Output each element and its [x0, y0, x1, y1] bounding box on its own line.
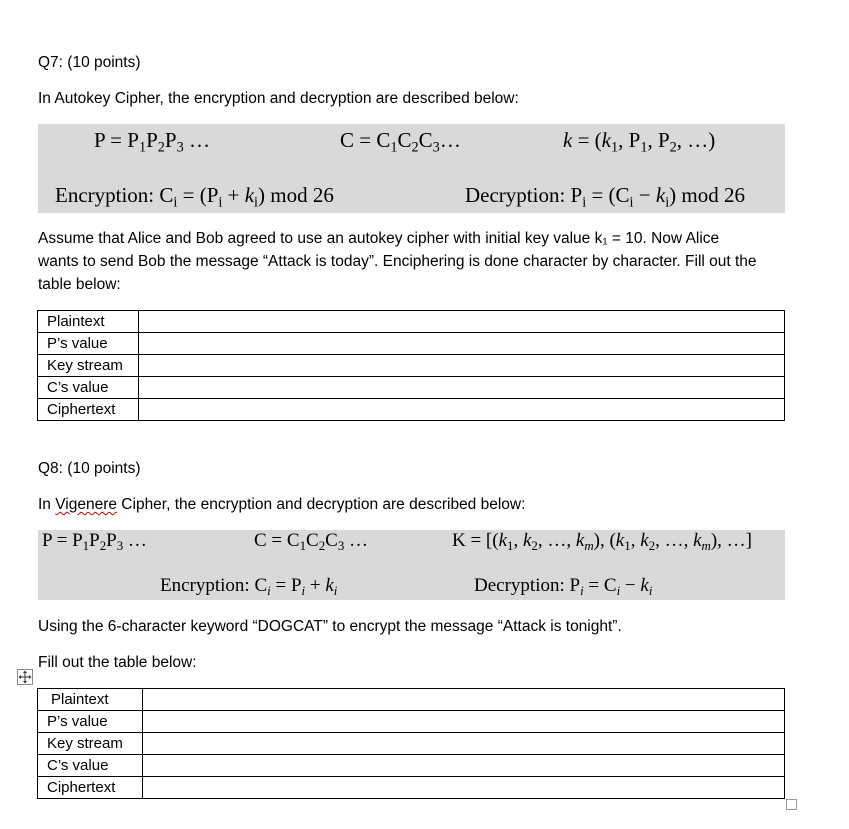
table-row [38, 711, 785, 733]
table-row [38, 755, 785, 777]
row-label: Key stream [38, 355, 139, 377]
table-row [38, 689, 785, 711]
table-row [38, 733, 785, 755]
q7-decryption-formula: Decryption: $P_i = (C_i - k_i)$ mod 26 [465, 183, 745, 211]
q8-decryption-formula: Decryption: $P_i = C_i - k_i$ [474, 575, 653, 598]
table-row [38, 399, 785, 421]
answer-cell[interactable] [143, 711, 785, 733]
row-label: Ciphertext [38, 399, 139, 421]
row-label: P’s value [38, 333, 139, 355]
row-label: Plaintext [38, 311, 139, 333]
q7-assume-line-2: wants to send Bob the message “Attack is today”. Enciphering is done character by character. Fill out the [38, 253, 757, 270]
answer-cell[interactable] [139, 311, 785, 333]
row-label: Key stream [38, 733, 143, 755]
q8-answer-table [37, 688, 785, 799]
q8-intro-prefix: In [38, 496, 56, 513]
q8-ciphertext-sequence: $C = C_1C_2C_3$ … [254, 530, 369, 553]
q7-encryption-formula: Encryption: $C_i = (P_i + k_i)$ mod 26 [55, 183, 334, 211]
answer-cell[interactable] [143, 755, 785, 777]
q8-plaintext-sequence: $P = P_1P_2P_3$ … [42, 530, 147, 553]
q7-heading: Q7: (10 points) [38, 54, 141, 71]
answer-cell[interactable] [139, 355, 785, 377]
q7-assume-line-3: table below: [38, 276, 121, 293]
q8-key-sequence: $K = [(k_1$, $k_2$, …, $k_m$), ($k_1$, $k_2$, …, $k_m$), …] [452, 530, 752, 553]
q8-intro-suffix: Cipher, the encryption and decryption are described below: [117, 496, 526, 513]
answer-cell[interactable] [143, 689, 785, 711]
q7-formula-panel [38, 124, 785, 213]
answer-cell[interactable] [139, 333, 785, 355]
move-arrows-icon[interactable] [17, 669, 33, 685]
answer-cell[interactable] [139, 399, 785, 421]
q7-assume-line-1: Assume that Alice and Bob agreed to use an autokey cipher with initial key value k₁ = 10. Now Alice [38, 230, 720, 247]
table-row [38, 355, 785, 377]
q8-intro [38, 494, 525, 517]
answer-cell[interactable] [143, 733, 785, 755]
q7-answer-table [37, 310, 785, 421]
row-label: Plaintext [38, 689, 143, 711]
q8-encryption-formula: Encryption: $C_i = P_i + k_i$ [160, 575, 338, 598]
row-label: C’s value [38, 377, 139, 399]
q8-fill-line: Fill out the table below: [38, 654, 197, 671]
q7-ciphertext-sequence: $C = C_1C_2C_3\dots$ [340, 128, 461, 156]
q7-intro: In Autokey Cipher, the encryption and decryption are described below: [38, 90, 519, 107]
move-arrows-glyph [18, 670, 32, 684]
table-row [38, 333, 785, 355]
answer-cell[interactable] [143, 777, 785, 799]
q7-plaintext-sequence: $P = P_1P_2P_3$ … [94, 128, 210, 156]
table-row [38, 377, 785, 399]
resize-square-icon[interactable] [786, 799, 797, 810]
answer-cell[interactable] [139, 377, 785, 399]
q8-formula-panel [38, 530, 785, 600]
q7-key-sequence: $k = (k_1$, $P_1$, $P_2$, …) [563, 128, 716, 156]
table-row [38, 777, 785, 799]
spellcheck-word[interactable]: Vigenere [55, 496, 117, 513]
q8-heading: Q8: (10 points) [38, 460, 141, 477]
row-label: P’s value [38, 711, 143, 733]
table-row [38, 311, 785, 333]
row-label: Ciphertext [38, 777, 143, 799]
row-label: C’s value [38, 755, 143, 777]
q8-using-line: Using the 6-character keyword “DOGCAT” to encrypt the message “Attack is tonight”. [38, 618, 622, 635]
